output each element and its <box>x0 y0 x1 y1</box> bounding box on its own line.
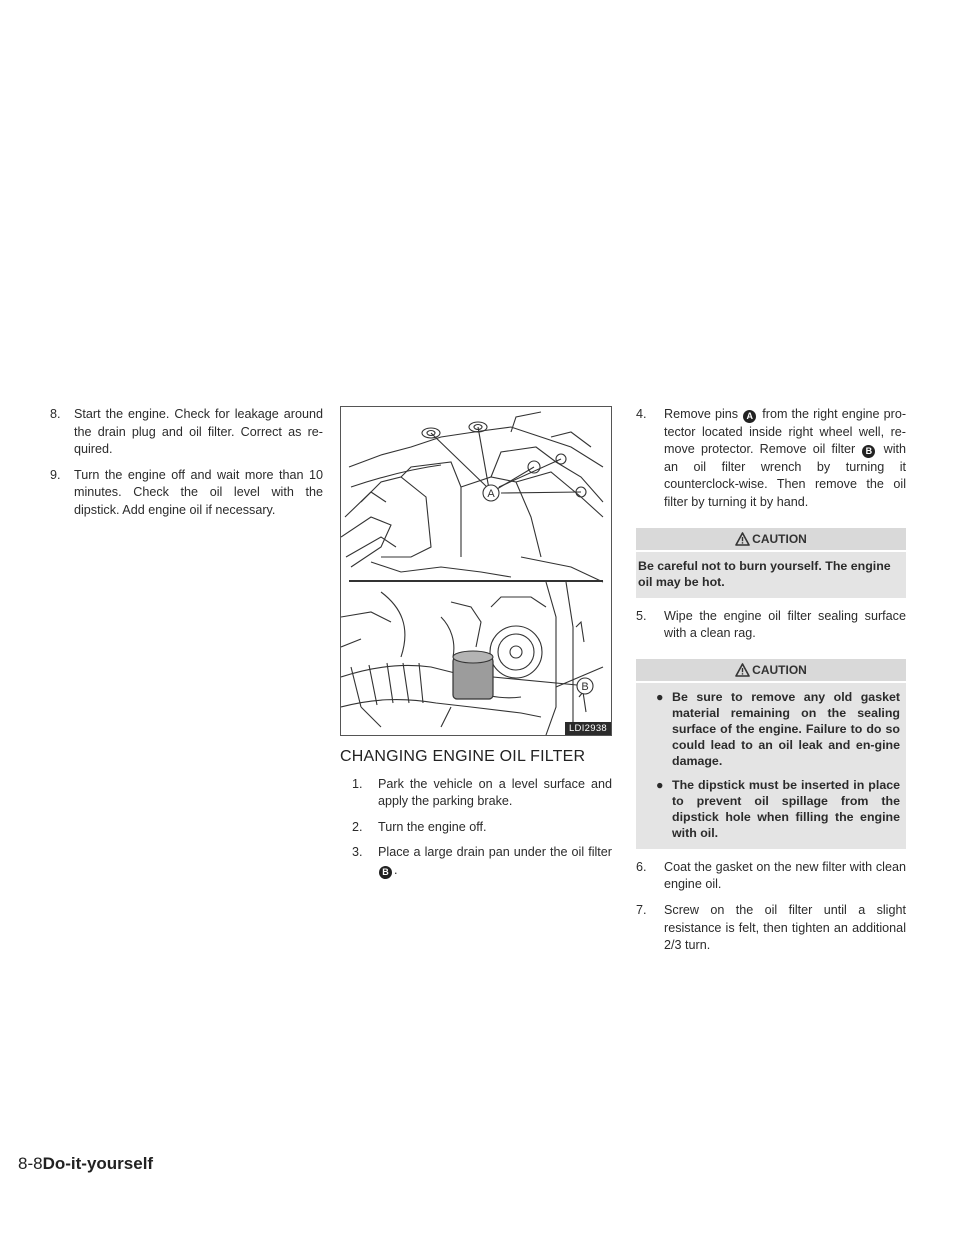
step-text: Park the vehicle on a level surface and apply the parking brake. <box>378 776 612 809</box>
step-text: from the right engine pro-tector located inside right wheel well, re-move protector. Remove oil filter <box>664 407 907 457</box>
bullet-mark: ● <box>656 689 664 704</box>
section-title: CHANGING ENGINE OIL FILTER <box>340 748 586 765</box>
page-footer <box>18 1154 153 1174</box>
step-number: 5. <box>636 608 647 623</box>
step-7 <box>636 902 906 955</box>
caution-body <box>636 683 906 849</box>
step-8 <box>50 406 323 459</box>
callout-a-label: A <box>487 488 495 500</box>
bullet-text: Be sure to remove any old gasket material remaining on the sealing surface of the engine. Failure to do so could lead to an oil leak and en-gine damage. <box>672 689 900 768</box>
step-5 <box>636 608 906 643</box>
step-4 <box>636 406 906 512</box>
step-text: Start the engine. Check for leakage around the drain plug and oil filter. Correct as re-quired. <box>74 407 323 457</box>
caution-bullet <box>650 777 900 841</box>
step-2 <box>352 819 612 837</box>
engine-line-drawing <box>341 407 611 735</box>
step-number: 2. <box>352 819 363 834</box>
step-number: 3. <box>352 845 363 860</box>
callout-b-marker: B <box>379 866 392 879</box>
caution-label: CAUTION <box>752 662 807 677</box>
caution-label: CAUTION <box>752 531 807 546</box>
callout-a-marker: A <box>743 410 756 423</box>
left-column <box>50 406 323 528</box>
middle-column <box>340 748 612 888</box>
step-1 <box>352 776 612 811</box>
caution-bullet <box>650 689 900 769</box>
engine-diagram-figure <box>340 406 612 736</box>
step-text: Place a large drain pan under the oil filter <box>378 845 612 860</box>
step-number: 7. <box>636 902 647 917</box>
step-6 <box>636 859 906 894</box>
step-9 <box>50 467 323 520</box>
step-text: Turn the engine off. <box>378 819 487 834</box>
caution-body <box>636 552 906 598</box>
figure-code: LDI2938 <box>565 722 611 735</box>
step-text-end: . <box>394 862 398 877</box>
step-number: 8. <box>50 407 61 421</box>
step-number: 6. <box>636 859 647 874</box>
section-name: Do-it-yourself <box>42 1154 154 1173</box>
bullet-text: The dipstick must be inserted in place to prevent oil spillage from the dipstick hole when filling the engine with oil. <box>672 777 900 840</box>
step-text: Wipe the engine oil filter sealing surface with a clean rag. <box>664 608 906 641</box>
caution-text: Be careful not to burn yourself. The engine oil may be hot. <box>638 558 891 589</box>
step-text: Remove pins <box>664 407 739 421</box>
warning-triangle-icon <box>735 662 750 684</box>
caution-heading <box>636 659 906 681</box>
callout-b-label: B <box>581 681 589 693</box>
step-number: 1. <box>352 776 363 791</box>
page-number: 8-8 <box>18 1154 43 1173</box>
callout-b-marker: B <box>862 445 875 458</box>
bullet-mark: ● <box>656 777 664 792</box>
step-number: 4. <box>636 407 647 421</box>
step-text: Coat the gasket on the new filter with clean engine oil. <box>664 859 906 892</box>
warning-triangle-icon <box>735 531 750 553</box>
step-text: with an oil filter wrench by turning it counterclock-wise. Then remove the oil filter by turning it by hand. <box>664 442 906 509</box>
right-column <box>636 406 906 963</box>
step-text: Turn the engine off and wait more than 10 minutes. Check the oil level with the dipstick. Add engine oil if necessary. <box>74 467 323 517</box>
step-number: 9. <box>50 467 61 482</box>
step-3 <box>352 844 612 879</box>
caution-heading <box>636 528 906 550</box>
step-text: Screw on the oil filter until a slight resistance is felt, then tighten an additional 2/3 turn. <box>664 902 906 953</box>
